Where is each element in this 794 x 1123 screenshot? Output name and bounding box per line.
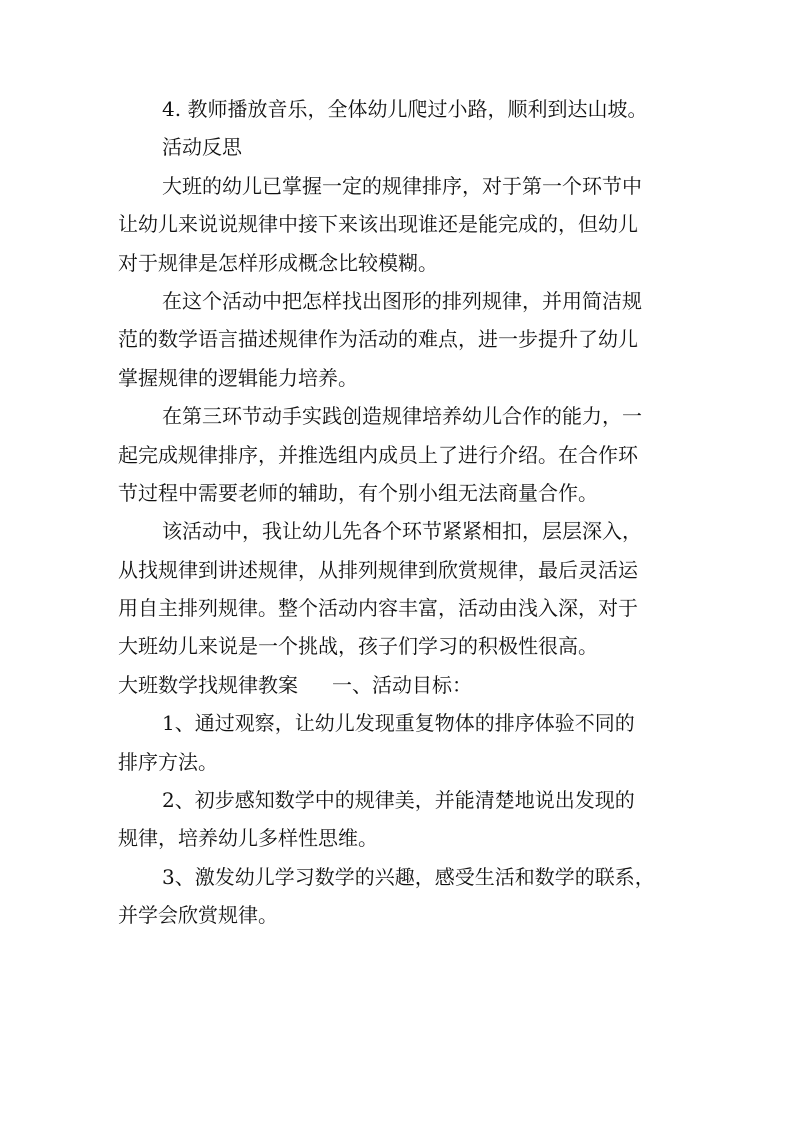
reflection-p4-line-2: 从找规律到讲述规律，从排列规律到欣赏规律，最后灵活运 (118, 557, 638, 582)
reflection-p3-line-2: 起完成规律排序，并推选组内成员上了进行介绍。在合作环 (118, 442, 638, 467)
plan-title-line (118, 674, 694, 696)
goal-2-line-1: 2、初步感知数学中的规律美，并能清楚地说出发现的 (162, 788, 635, 813)
goal-3-line-1: 3、激发幼儿学习数学的兴趣，感受生活和数学的联系， (162, 864, 655, 889)
goal-1-line-2: 排序方法。 (118, 749, 218, 774)
reflection-p4-line-4: 大班幼儿来说是一个挑战，孩子们学习的积极性很高。 (118, 634, 598, 659)
plan-title: 大班数学找规律教案 (118, 672, 298, 697)
goal-3-line-2: 并学会欣赏规律。 (118, 903, 278, 928)
reflection-p4-line-1: 该活动中，我让幼儿先各个环节紧紧相扣，层层深入， (162, 519, 642, 544)
reflection-p1-line-3: 对于规律是怎样形成概念比较模糊。 (118, 250, 438, 275)
reflection-p2-line-1: 在这个活动中把怎样找出图形的排列规律，并用简洁规 (162, 288, 642, 313)
reflection-p1-line-2: 让幼儿来说说规律中接下来该出现谁还是能完成的，但幼儿 (118, 212, 638, 237)
document-body (118, 98, 694, 943)
goal-1-line-1: 1、通过观察，让幼儿发现重复物体的排序体验不同的 (162, 711, 635, 736)
reflection-p3-line-1: 在第三环节动手实践创造规律培养幼儿合作的能力，一 (162, 404, 642, 429)
goal-2-line-2: 规律，培养幼儿多样性思维。 (118, 826, 378, 851)
reflection-p2-line-2: 范的数学语言描述规律作为活动的难点，进一步提升了幼儿 (118, 327, 638, 352)
reflection-heading: 活动反思 (162, 135, 242, 160)
step-4-line: 4. 教师播放音乐，全体幼儿爬过小路，顺利到达山坡。 (162, 97, 648, 121)
reflection-p1-line-1: 大班的幼儿已掌握一定的规律排序，对于第一个环节中 (162, 173, 642, 198)
reflection-p2-line-3: 掌握规律的逻辑能力培养。 (118, 365, 358, 390)
reflection-p4-line-3: 用自主排列规律。整个活动内容丰富，活动由浅入深，对于 (118, 596, 638, 621)
reflection-p3-line-3: 节过程中需要老师的辅助，有个别小组无法商量合作。 (118, 480, 598, 505)
goals-heading: 一、活动目标： (332, 672, 472, 697)
